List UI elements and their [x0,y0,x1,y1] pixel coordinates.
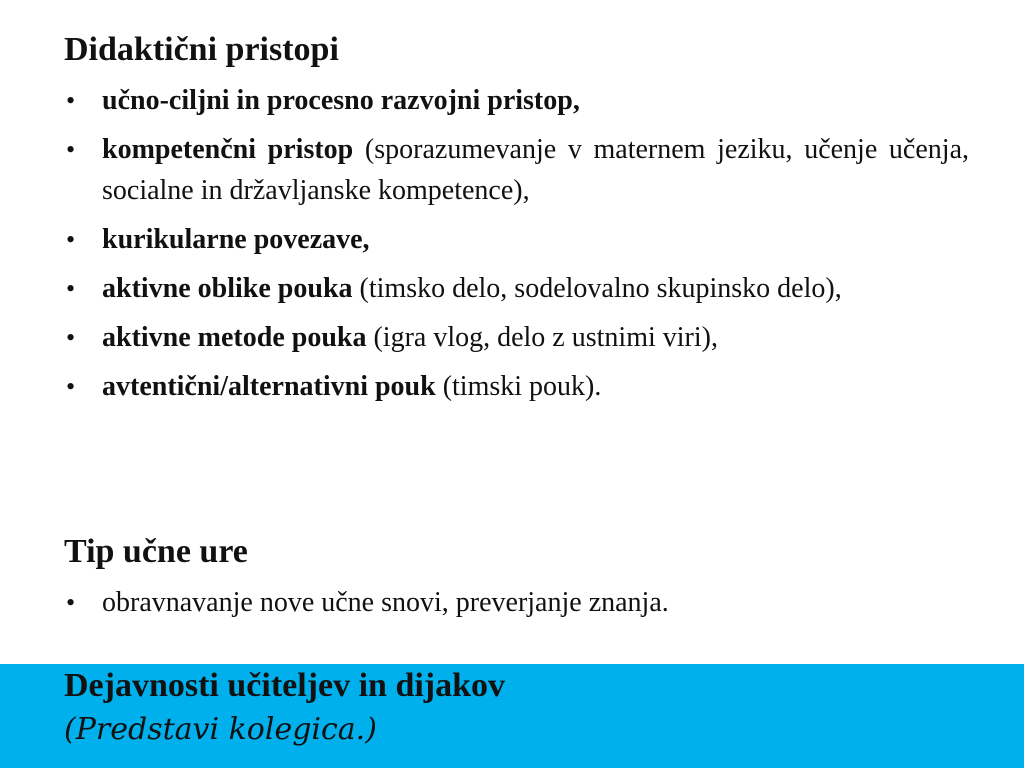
bullet-icon: • [66,323,76,352]
item-bold-text: aktivne metode pouka [102,322,367,353]
item-bold-text: aktivne oblike pouka [102,273,353,304]
bullet-icon: • [66,274,76,303]
list-item [64,80,969,121]
item-text: (igra vlog, delo z ustnimi viri), [366,322,718,353]
item-bold-text: kurikularne povezave, [102,224,370,255]
bullet-icon: • [66,372,76,401]
section-title: Tip učne ure [64,533,248,570]
list-item [64,317,969,358]
item-text: (sporazumevanje v maternem jeziku, učenje učenja, socialne in državljanske kompetence), [102,134,969,206]
list-item [64,582,969,623]
item-text: (timsko delo, sodelovalno skupinsko delo), [352,273,842,304]
section-lesson-type [64,530,969,623]
bullet-icon: • [66,225,76,254]
item-bold-text: učno-ciljni in procesno razvojni pristop, [102,85,580,116]
section-title: Didaktični pristopi [64,31,339,68]
bullet-icon: • [66,135,76,164]
lesson-type-list [64,582,969,623]
section-didactic-approaches [64,28,969,415]
approach-list [64,80,969,407]
band-title: Dejavnosti učiteljev in dijakov [64,667,506,704]
item-text: (timski pouk). [435,371,602,402]
activities-band [0,664,1024,768]
list-item [64,366,969,407]
list-item [64,219,969,260]
bullet-icon: • [66,86,76,115]
list-item [64,129,969,211]
item-bold-text: kompetenčni pristop [102,134,354,165]
item-text: obravnavanje nove učne snovi, preverjanje znanja. [102,587,669,618]
band-note: (Predstavi kolegica.) [64,712,377,747]
item-bold-text: avtentični/alternativni pouk [102,371,436,402]
list-item [64,268,969,309]
bullet-icon: • [66,588,76,617]
